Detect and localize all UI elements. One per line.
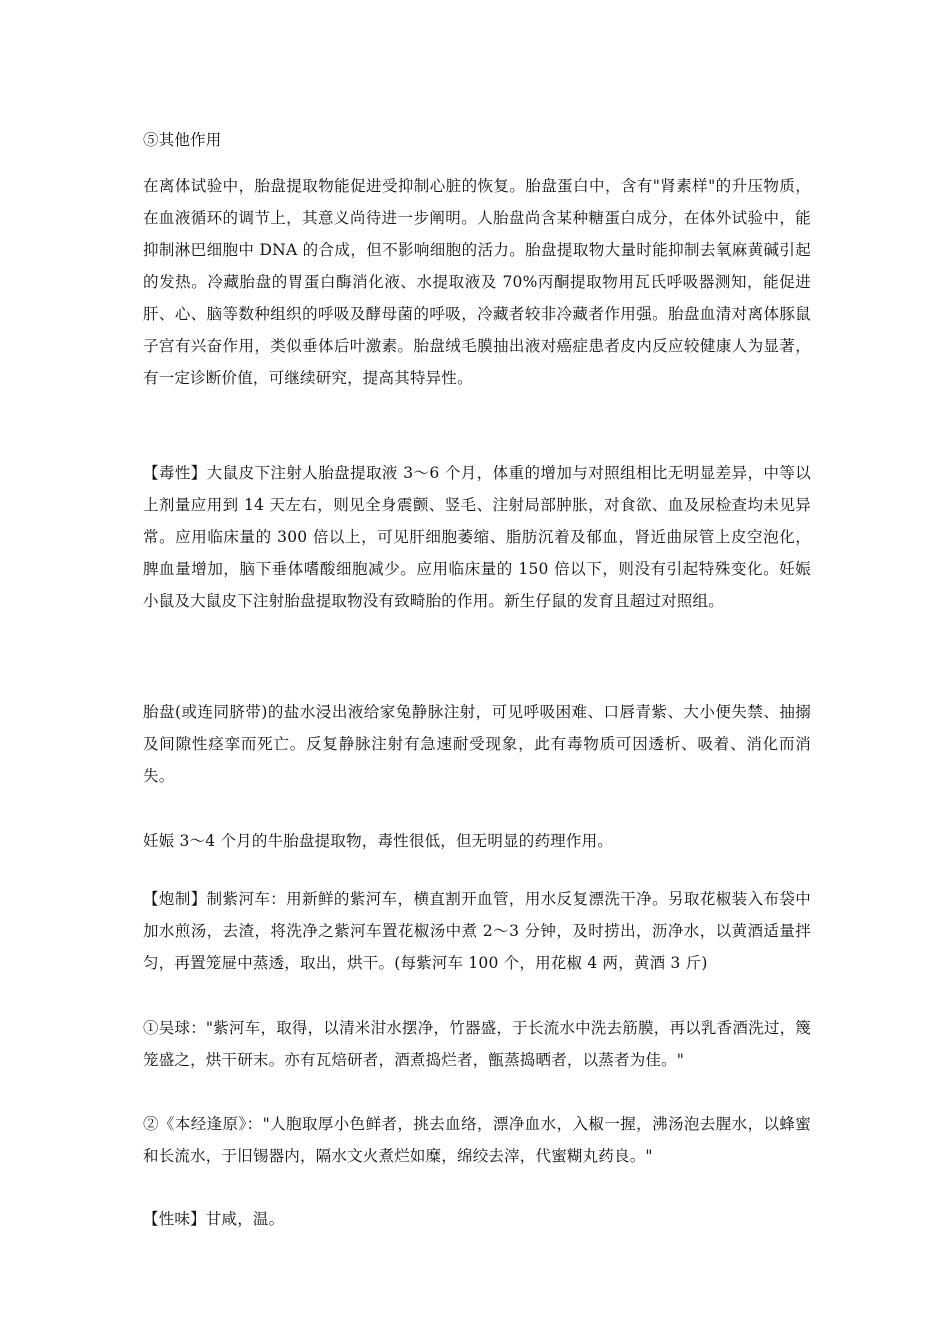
paragraph-wu-qiu-quote: ①吴球："紫河车，取得，以清米泔水摆净，竹器盛，于长流水中洗去筋膜，再以乳香酒洗过，篾笼盛之，烘干研末。亦有瓦焙研者，酒煮捣烂者，甑蒸捣晒者，以蒸者为佳。" — [143, 1019, 811, 1069]
section-heading: ⑤其他作用 — [143, 131, 222, 149]
paragraph-toxicity: 【毒性】大鼠皮下注射人胎盘提取液 3～6 个月，体重的增加与对照组相比无明显差异，中等以上剂量应用到 14 天左右，则见全身震颤、竖毛、注射局部肿胀，对食欲、血及尿检查均未见异常。应用临床量的 300 倍以上，可见肝细胞萎缩、脂肪沉着及郁血，肾近曲尿管上皮空泡化，脾血量增加，脑下垂体嗜酸细胞减少。应用临床量的 150 倍以下，则没有引起特殊变化。妊娠小鼠及大鼠皮下注射胎盘提取物没有致畸胎的作用。新生仔鼠的发育且超过对照组。 — [143, 464, 811, 610]
paragraph-bovine-placenta: 妊娠 3～4 个月的牛胎盘提取物，毒性很低，但无明显的药理作用。 — [143, 832, 613, 850]
paragraph-benjing-fengyuan-quote: ②《本经逢原》："人胞取厚小色鲜者，挑去血络，漂净血水，入椒一握，沸汤泡去腥水，以蜂蜜和长流水，于旧锡器内，隔水文火煮烂如糜，绵绞去滓，代蜜糊丸药良。" — [143, 1115, 811, 1165]
paragraph-placenta-saline: 胎盘(或连同脐带)的盐水浸出液给家兔静脉注射，可见呼吸困难、口唇青紫、大小便失禁、抽搦及间隙性痉挛而死亡。反复静脉注射有急速耐受现象，此有毒物质可因透析、吸着、消化而消失。 — [143, 703, 811, 785]
paragraph-taste-nature: 【性味】甘咸，温。 — [143, 1210, 285, 1228]
paragraph-other-effects: 在离体试验中，胎盘提取物能促进受抑制心脏的恢复。胎盘蛋白中，含有"肾素样"的升压物质，在血液循环的调节上，其意义尚待进一步阐明。人胎盘尚含某种糖蛋白成分，在体外试验中，能抑制淋巴细胞中 DNA 的合成，但不影响细胞的活力。胎盘提取物大量时能抑制去氧麻黄碱引起的发热。冷藏胎盘的胃蛋白酶消化液、水提取液及 70%丙酮提取物用瓦氏呼吸器测知，能促进肝、心、脑等数种组织的呼吸及酵母菌的呼吸，冷藏者较非冷藏者作用强。胎盘血清对离体豚鼠子宫有兴奋作用，类似垂体后叶激素。胎盘绒毛膜抽出液对癌症患者皮内反应较健康人为显著，有一定诊断价值，可继续研究，提高其特异性。 — [143, 177, 811, 387]
paragraph-processing: 【炮制】制紫河车：用新鲜的紫河车，横直割开血管，用水反复漂洗干净。另取花椒装入布袋中加水煎汤，去渣，将洗净之紫河车置花椒汤中煮 2～3 分钟，及时捞出，沥净水，以黄酒适量拌匀，再置笼屉中蒸透，取出，烘干。(每紫河车 100 个，用花椒 4 两，黄酒 3 斤) — [143, 890, 811, 972]
